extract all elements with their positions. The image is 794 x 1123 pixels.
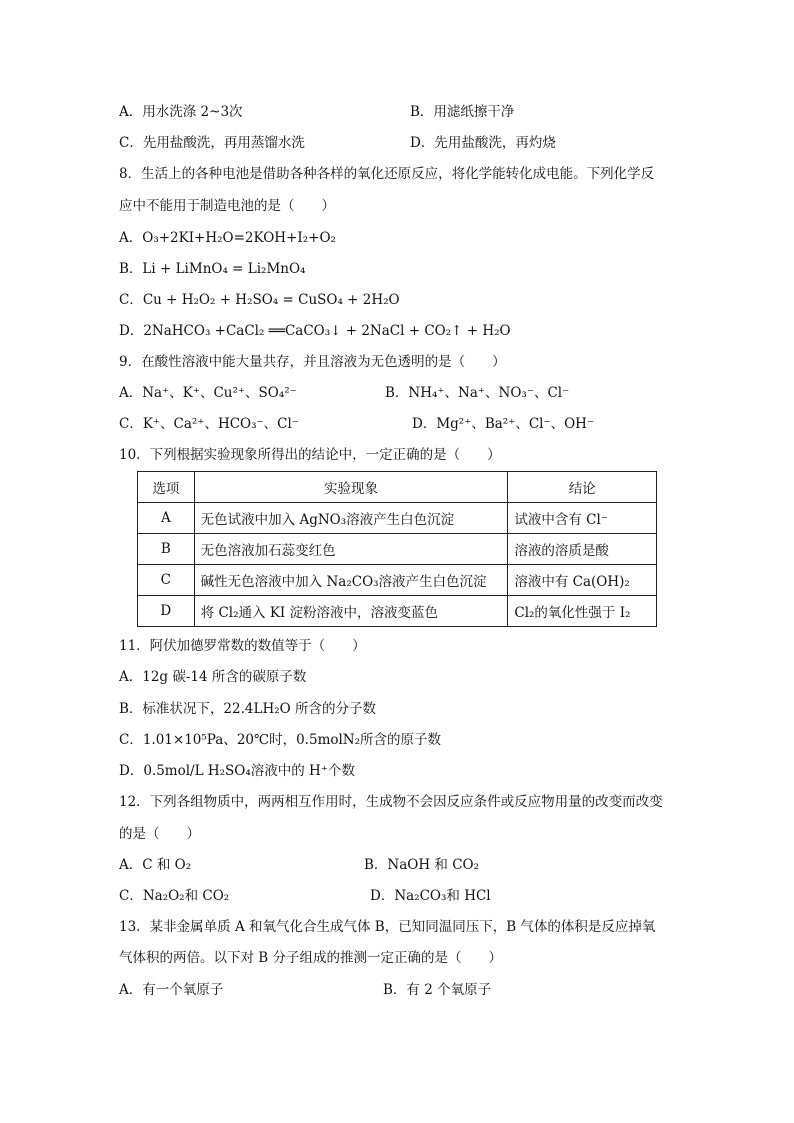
q7-option-c: C．先用盐酸洗，再用蒸馏水洗 [119, 135, 305, 151]
table-cell-phenomenon: 无色试液中加入 AgNO₃溶液产生白色沉淀 [194, 503, 508, 534]
table-cell-phenomenon: 将 Cl₂通入 KI 淀粉溶液中，溶液变蓝色 [194, 596, 508, 627]
table-cell-option: B [138, 534, 195, 565]
q12-stem-line2: 的是（ ） [119, 826, 200, 842]
table-cell-conclusion: 溶液的溶质是酸 [508, 534, 657, 565]
q8-option-c: C．Cu + H₂O₂ + H₂SO₄ = CuSO₄ + 2H₂O [119, 292, 400, 308]
q9-option-b: B．NH₄⁺、Na⁺、NO₃⁻、Cl⁻ [385, 385, 570, 401]
q9-option-c: C．K⁺、Ca²⁺、HCO₃⁻、Cl⁻ [119, 416, 299, 432]
q8-stem-line1: 8．生活上的各种电池是借助各种各样的氧化还原反应，将化学能转化成电能。下列化学反 [119, 166, 655, 182]
q8-option-b: B．Li + LiMnO₄ = Li₂MnO₄ [119, 261, 306, 277]
q9-stem: 9．在酸性溶液中能大量共存，并且溶液为无色透明的是（ ） [119, 354, 506, 370]
table-header-cell: 结论 [508, 472, 657, 503]
table-cell-option: C [138, 565, 195, 596]
table-row [138, 596, 657, 627]
table-cell-phenomenon: 无色溶液加石蕊变红色 [194, 534, 508, 565]
q11-stem: 11．阿伏加德罗常数的数值等于（ ） [119, 638, 366, 654]
table-cell-conclusion: 试液中含有 Cl⁻ [508, 503, 657, 534]
table-row [138, 565, 657, 596]
table-cell-phenomenon: 碱性无色溶液中加入 Na₂CO₃溶液产生白色沉淀 [194, 565, 508, 596]
table-cell-conclusion: 溶液中有 Ca(OH)₂ [508, 565, 657, 596]
q11-option-d: D．0.5mol/L H₂SO₄溶液中的 H⁺个数 [119, 763, 355, 779]
table-row [138, 503, 657, 534]
table-cell-conclusion: Cl₂的氧化性强于 I₂ [508, 596, 657, 627]
table-header-row [138, 472, 657, 503]
q11-option-b: B．标准状况下，22.4LH₂O 所含的分子数 [119, 701, 376, 717]
table-header-cell: 选项 [138, 472, 195, 503]
q12-option-b: B．NaOH 和 CO₂ [364, 857, 480, 873]
q8-option-d: D．2NaHCO₃ +CaCl₂ ══CaCO₃↓ + 2NaCl + CO₂↑ + H₂O [119, 323, 511, 339]
q9-option-d: D．Mg²⁺、Ba²⁺、Cl⁻、OH⁻ [412, 416, 595, 432]
table-cell-option: A [138, 503, 195, 534]
table-row [138, 534, 657, 565]
q11-option-a: A．12g 碳-14 所含的碳原子数 [119, 669, 307, 685]
q8-option-a: A．O₃+2KI+H₂O=2KOH+I₂+O₂ [119, 230, 336, 246]
q12-option-a: A．C 和 O₂ [119, 857, 192, 873]
table-header-cell: 实验现象 [194, 472, 508, 503]
q11-option-c: C．1.01×10⁵Pa、20℃时，0.5molN₂所含的原子数 [119, 732, 442, 748]
q12-option-d: D．Na₂CO₃和 HCl [370, 888, 491, 904]
q13-option-b: B．有 2 个氧原子 [383, 982, 492, 998]
q10-table [137, 471, 657, 627]
q7-option-b: B．用滤纸擦干净 [410, 104, 515, 120]
q9-option-a: A．Na⁺、K⁺、Cu²⁺、SO₄²⁻ [119, 385, 297, 401]
q13-option-a: A．有一个氧原子 [119, 982, 224, 998]
q13-stem-line1: 13．某非金属单质 A 和氧气化合生成气体 B，已知同温同压下，B 气体的体积是反应掉氧 [119, 919, 656, 935]
q8-stem-line2: 应中不能用于制造电池的是（ ） [119, 198, 335, 214]
table-cell-option: D [138, 596, 195, 627]
q12-stem-line1: 12．下列各组物质中，两两相互作用时，生成物不会因反应条件或反应物用量的改变而改变 [119, 794, 663, 810]
q7-option-d: D．先用盐酸洗，再灼烧 [410, 135, 556, 151]
q12-option-c: C．Na₂O₂和 CO₂ [119, 888, 230, 904]
q13-stem-line2: 气体积的两倍。以下对 B 分子组成的推测一定正确的是（ ） [119, 950, 503, 966]
q7-option-a: A．用水洗涤 2~3次 [119, 104, 243, 120]
q10-stem: 10．下列根据实验现象所得出的结论中，一定正确的是（ ） [119, 447, 501, 463]
